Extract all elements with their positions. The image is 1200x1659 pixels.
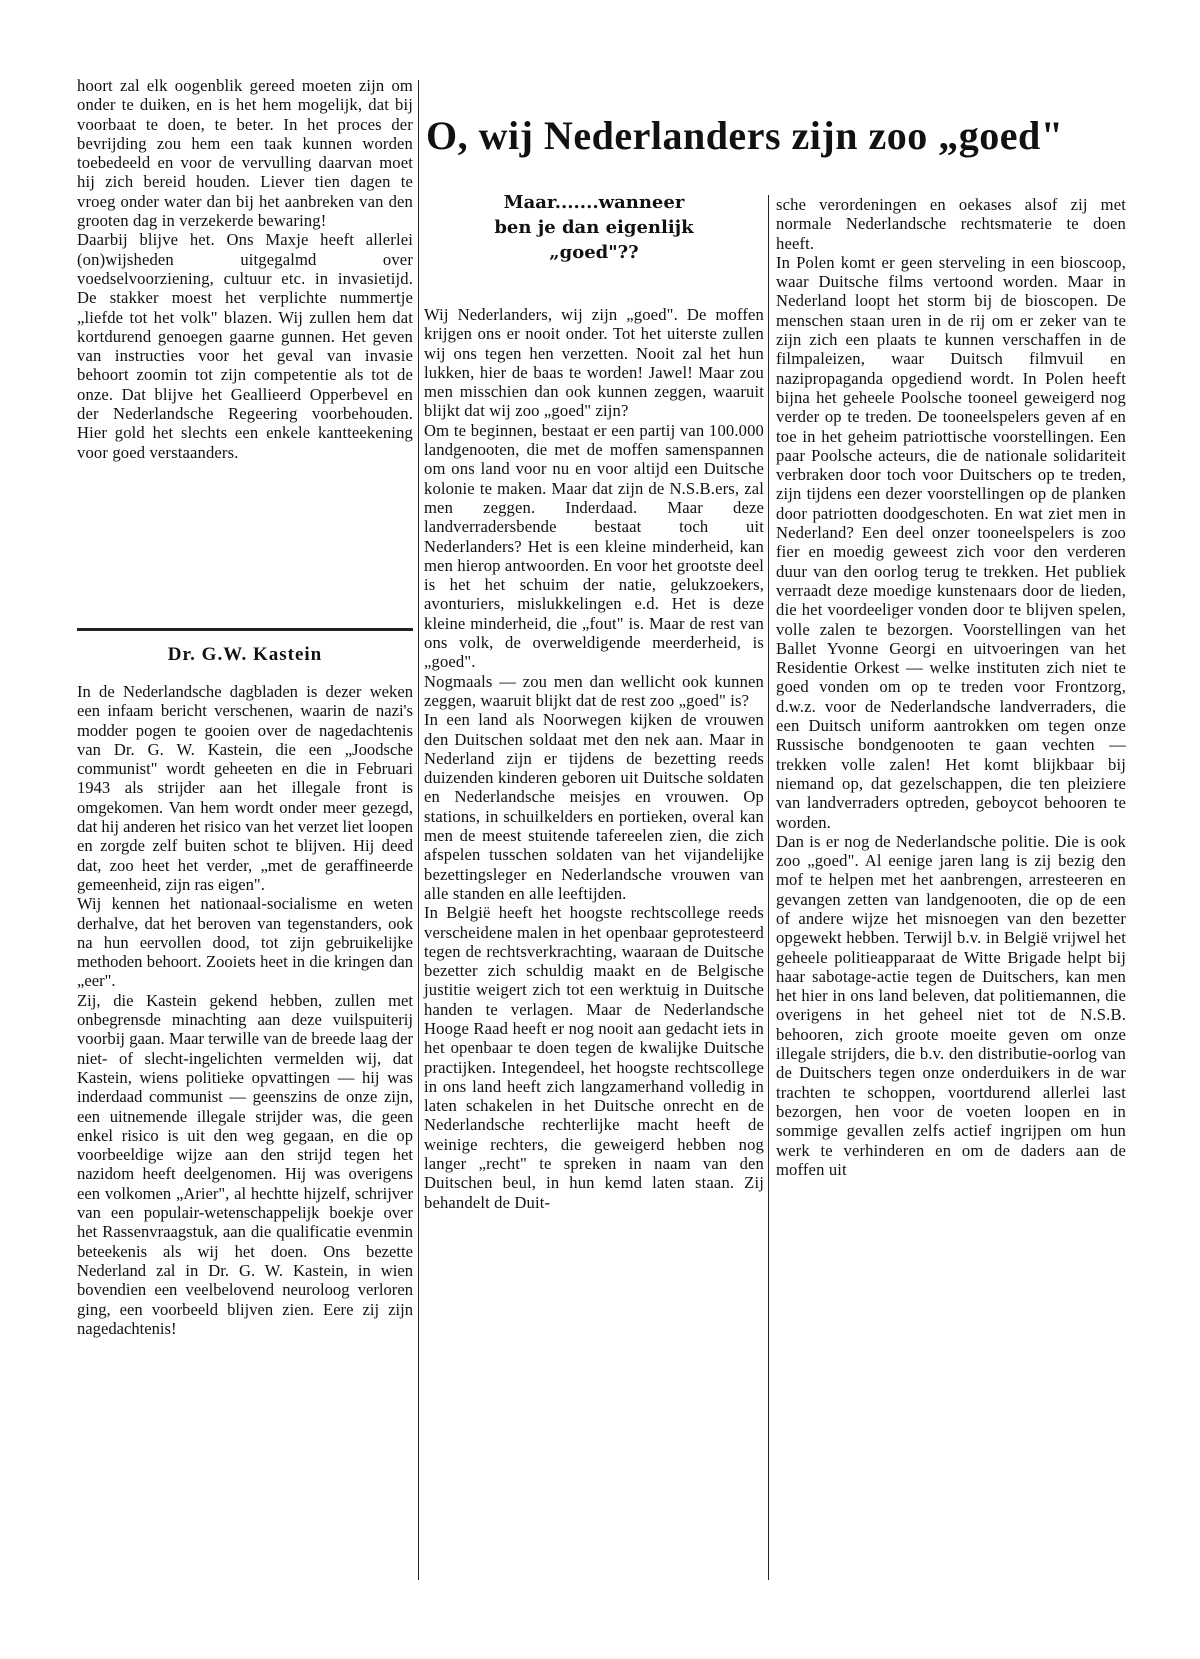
kicker-line: ben je dan eigenlijk	[494, 217, 694, 238]
article-kicker	[424, 190, 764, 265]
article-headline: O, wij Nederlanders zijn zoo „goed"	[426, 113, 1064, 158]
column-divider-left	[418, 80, 419, 1580]
paragraph: sche verordeningen en oekases alsof zij met normale Nederlandsche rechtsmaterie te doen heeft.	[776, 195, 1126, 253]
paragraph: In België heeft het hoogste rechtscollege reeds verscheidene malen in het openbaar geprotesteerd tegen de rechtsverkrachting, waaraan de Duitsche bezetter zich schuldig maakt en de Belgische justitie weigert zich tot een werktuig in Duitsche handen te verlagen. Maar de Nederlandsche Hooge Raad heeft er nog nooit aan gedacht iets in het openbaar te doen tegen de kwalijke Duitsche practijken. Integendeel, het hoogste rechtscollege in ons land heeft zich langzamerhand volledig in laten schakelen in het Duitsche onrecht en de Nederlandsche rechterlijke macht heeft de weinige rechters, die geweigerd hebben nog langer „recht" te spreken in naam van den Duitschen beul, in hun kemd laten staan. Zij behandelt de Duit-	[424, 903, 764, 1212]
paragraph: Dan is er nog de Nederlandsche politie. Die is ook zoo „goed". Al eenige jaren lang is zij bezig den mof te helpen met het aanbrengen, arresteeren en gevangen zetten van landgenooten, die op de een of andere wijze het misnoegen van den bezetter opgewekt hebben. Terwijl b.v. in België vrijwel het geheele politieapparaat de Witte Brigade helpt bij haar sabotage-actie tegen de Duitschers, kan men het hier in ons land beleven, dat politiemannen, die overigens in het geheel niet tot de N.S.B. behooren, zich groote moeite geven om onze illegale strijders, die b.v. den distributie-oorlog van de Duitschers tegen onze onderduikers in de war trachten te schoppen, voortdurend allerlei last bezorgen, hen voor de voeten loopen en in sommige gevallen zelfs actief ingrijpen om hun werk te verhinderen en om de daders aan de moffen uit	[776, 831, 1126, 1179]
paragraph: In een land als Noorwegen kijken de vrouwen den Duitschen soldaat met den nek aan. Maar in Nederland zijn er tijdens de bezetting reeds duizenden kinderen geboren uit Duitsche soldaten en Nederlandsche meisjes en vrouwen. Op stations, in schuilkelders en portieken, overal kan men de meest stuitende tafereelen zien, die zich afspelen tusschen soldaten van het vijandelijke bezettingsleger en Nederlandsche vrouwen van alle standen en alle leeftijden.	[424, 710, 764, 903]
paragraph: In Polen komt er geen sterveling in een bioscoop, waar Duitsche films vertoond worden. Maar in Nederland loopt het storm bij de bioscopen. De menschen staan uren in de rij om er zeker van te zijn zich een plaats te kunnen verschaffen in de filmpaleizen, waar Duitsch filmvuil en nazipropaganda opgediend wordt. In Polen heeft bijna het geheele Poolsche tooneel geweigerd nog verder op te treden. De tooneelspelers geven af en toe in het geheim patriottische voorstellingen. Een paar Poolsche acteurs, die de nationale solidariteit verbraken door toch voor Duitschers op te treden, zijn tijdens een dezer voorstellingen op de planken door patriotten doodgeschoten. En wat ziet men in Nederland? Een deel onzer tooneelspelers is zoo fier en moedig geweest zich voor den verderen duur van den oorlog terug te trekken. Het publiek verraadt deze moedige kunstenaars door de lieden, die het voordeeliger vonden door te blijven spelen, volle zalen te bezorgen. Voorstellingen van het Ballet Yvonne Georgi en uitvoeringen van het Residentie Orkest — welke instituten zich niet te goed vonden om op te treden voor Frontzorg, d.w.z. voor de Nederlandsche landverraders, die een Duitsch uniform aantrokken om tegen onze Russische bondgenooten te gaan vechten — trekken volle zalen! Het komt blijkbaar bij niemand op, dat gezelschappen, die ten pleiziere van landverraders optreden, geboycot behooren te worden.	[776, 252, 1126, 832]
paragraph: Wij kennen het nationaal-socialisme en weten derhalve, dat het beroven van tegenstanders, ook na hun eervollen dood, tot zijn gebruikelijke methoden behoort. Zooiets heet in die kringen dan „eer".	[77, 894, 413, 991]
paragraph: hoort zal elk oogenblik gereed moeten zijn om onder te duiken, en is het hem mogelijk, dat bij voorbaat te doen, te beter. In het proces der bevrijding zou hem een taak kunnen worden toebedeeld en voor de vervulling daarvan moet hij zich bereid houden. Liever tien dagen te vroeg onder water dan bij het aanbreken van den grooten dag in verzekerde bewaring!	[77, 76, 413, 231]
column-divider-right	[768, 195, 769, 1580]
obituary-title: Dr. G.W. Kastein	[167, 644, 323, 665]
paragraph: In de Nederlandsche dagbladen is dezer weken een infaam bericht verschenen, waarin de nazi's modder pogen te gooien over de nagedachtenis van Dr. G. W. Kastein, die een „Joodsche communist" wordt geheeten en die in Februari 1943 als strijder aan het illegale front is omgekomen. Van hem wordt onder meer gezegd, dat hij anderen het risico van het verzet liet loopen en zorgde zelf buiten schot te blijven. Hij deed dat, zoo heet het verder, „met de geraffineerde gemeenheid, zijn ras eigen".	[77, 682, 413, 894]
left-column-top	[77, 76, 413, 462]
paragraph: Wij Nederlanders, wij zijn „goed". De moffen krijgen ons er nooit onder. Tot het uiterste zullen wij ons tegen hen verzetten. Nooit zal het hun lukken, hier de baas te worden! Jawel! Maar zou men misschien dan ook kunnen zeggen, waaruit blijkt dat wij zoo „goed" zijn?	[424, 305, 764, 421]
section-divider	[77, 628, 413, 631]
paragraph: Zij, die Kastein gekend hebben, zullen met onbegrensde minachting aan deze vuilspuiterij voorbij gaan. Maar terwille van de breede laag der niet- of slecht-ingelichten vermelden wij, dat Kastein, wiens politieke opvattingen — hij was inderdaad communist — geenszins de onze zijn, een uitnemende illegale strijder was, die geen enkel risico is uit den weg gegaan, en die op voorbeeldige wijze aan den strijd tegen het nazidom heeft deelgenomen. Hij was overigens een volkomen „Arier", al hechtte hijzelf, schrijver van een populair-wetenschappelijk boekje over het Rassenvraagstuk, aan die qualificatie evenmin beteekenis als wij het doen. Ons bezette Nederland zal in Dr. G. W. Kastein, in wien bovendien een veelbelovend neuroloog verloren ging, een voorbeeld blijven zien. Eere zij zijn nagedachtenis!	[77, 990, 413, 1338]
right-column	[776, 195, 1126, 1179]
left-column-bottom	[77, 682, 413, 1338]
kicker-line: Maar.......wanneer	[503, 192, 685, 213]
paragraph: Daarbij blijve het. Ons Maxje heeft allerlei (on)wijsheden uitgegalmd over voedselvoorziening, cultuur etc. in invasietijd. De stakker moest het verplichte nummertje „liefde tot het volk" blazen. Wij zullen hem dat kortdurend genoegen gaarne gunnen. Het geven van instructies voor het geval van invasie behoort zoomin tot zijn competentie als tot de onze. Dat blijve het Geallieerd Opperbevel en der Nederlandsche Regeering voorbehouden. Hier gold het slechts een enkele kantteekening voor goed verstaanders.	[77, 230, 413, 462]
middle-column	[424, 305, 764, 1212]
paragraph: Nogmaals — zou men dan wellicht ook kunnen zeggen, waaruit blijkt dat de rest zoo „goed" is?	[424, 671, 764, 710]
paragraph: Om te beginnen, bestaat er een partij van 100.000 landgenooten, die met de moffen samenspannen om ons land voor nu en voor altijd een Duitsche kolonie te maken. Maar dat zijn de N.S.B.ers, zal men zeggen. Inderdaad. Maar deze landverradersbende bestaat toch uit Nederlanders? Het is een kleine minderheid, kan men hierop antwoorden. En voor het grootste deel is het het schuim der natie, gelukzoekers, avonturiers, mislukkelingen e.d. Het is deze kleine minderheid, die „fout" is. Maar de rest van ons volk, de overweldigende meerderheid, is „goed".	[424, 420, 764, 672]
kicker-line: „goed"??	[549, 242, 639, 263]
